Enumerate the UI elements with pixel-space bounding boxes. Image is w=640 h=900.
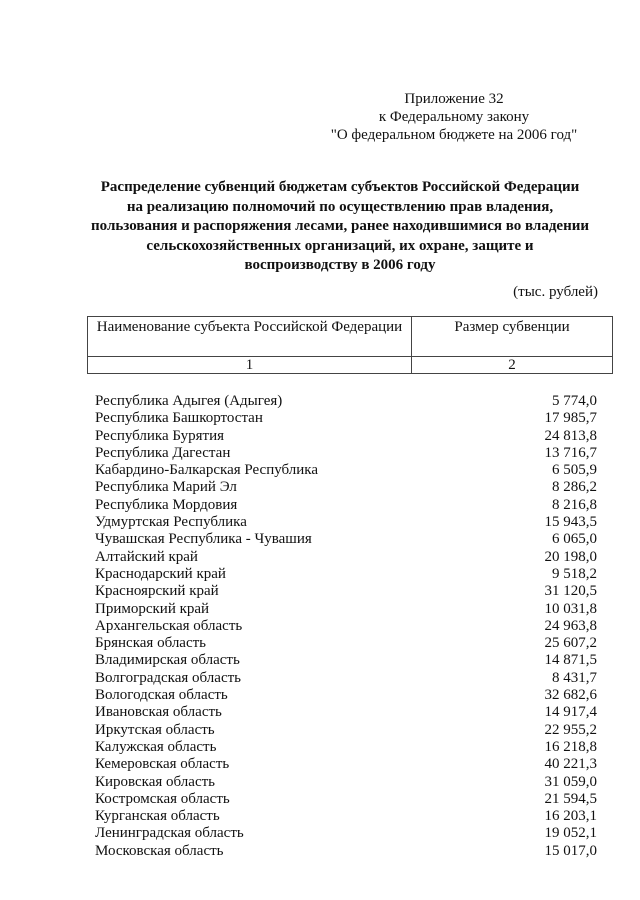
subvention-amount: 15 943,5	[544, 514, 597, 531]
column-number-1: 1	[88, 357, 412, 374]
subvention-amount: 31 059,0	[544, 773, 597, 790]
region-name: Республика Бурятия	[95, 427, 225, 444]
region-name: Кемеровская область	[95, 756, 230, 773]
column-header-name: Наименование субъекта Российской Федерации	[88, 317, 412, 357]
region-name: Иркутская область	[95, 721, 215, 738]
subvention-amount: 14 917,4	[544, 704, 597, 721]
subvention-amount: 22 955,2	[544, 721, 597, 738]
subvention-amount: 25 607,2	[544, 635, 597, 652]
appendix-number: Приложение 32	[404, 91, 504, 107]
table-row	[95, 514, 597, 531]
subvention-amount: 40 221,3	[544, 756, 597, 773]
table-row	[95, 618, 597, 635]
region-name: Кировская область	[95, 773, 216, 790]
region-name: Приморский край	[95, 600, 210, 617]
table-row	[95, 756, 597, 773]
region-name: Владимирская область	[95, 652, 240, 669]
table-row	[95, 808, 597, 825]
table-row	[95, 739, 597, 756]
region-name: Республика Мордовия	[95, 496, 238, 513]
table-row	[95, 497, 597, 514]
region-name: Республика Дагестан	[95, 444, 231, 461]
subvention-amount: 8 216,8	[552, 496, 597, 513]
column-number-2: 2	[412, 357, 613, 374]
appendix-reference	[304, 90, 604, 144]
table-row	[95, 445, 597, 462]
region-name: Ленинградская область	[95, 825, 244, 842]
subvention-amount: 31 120,5	[544, 583, 597, 600]
table-row	[95, 704, 597, 721]
region-name: Вологодская область	[95, 687, 228, 704]
table-body	[95, 393, 597, 860]
subvention-amount: 6 065,0	[552, 531, 597, 548]
region-name: Ивановская область	[95, 704, 222, 721]
region-name: Республика Адыгея (Адыгея)	[95, 393, 283, 409]
table-row	[95, 393, 597, 410]
table-row	[95, 566, 597, 583]
subvention-amount: 6 505,9	[552, 462, 597, 479]
subvention-amount: 15 017,0	[544, 842, 597, 859]
subvention-amount: 32 682,6	[544, 687, 597, 704]
subvention-amount: 19 052,1	[544, 825, 597, 842]
region-name: Костромская область	[95, 790, 230, 807]
column-header-amount: Размер субвенции	[412, 317, 613, 357]
title-line: воспроизводству в 2006 году	[244, 257, 436, 273]
table-row	[95, 670, 597, 687]
table-row	[95, 601, 597, 618]
table-row	[95, 531, 597, 548]
table-row	[95, 410, 597, 427]
table-row	[95, 843, 597, 860]
subvention-amount: 16 218,8	[544, 738, 597, 755]
subvention-amount: 14 871,5	[544, 652, 597, 669]
table-row	[95, 791, 597, 808]
region-name: Волгоградская область	[95, 669, 241, 686]
subvention-amount: 8 286,2	[552, 479, 597, 496]
region-name: Архангельская область	[95, 617, 243, 634]
title-line: пользования и распоряжения лесами, ранее находившимися во владении	[91, 218, 589, 234]
table-row	[95, 583, 597, 600]
subvention-amount: 24 963,8	[544, 617, 597, 634]
region-name: Московская область	[95, 842, 224, 859]
table-header	[87, 316, 613, 374]
appendix-law: к Федеральному закону	[378, 109, 530, 125]
subvention-amount: 17 985,7	[544, 410, 597, 427]
subvention-amount: 21 594,5	[544, 790, 597, 807]
table-row	[95, 774, 597, 791]
table-row	[95, 479, 597, 496]
document-title	[80, 178, 600, 276]
region-name: Республика Марий Эл	[95, 479, 237, 496]
subvention-amount: 13 716,7	[544, 444, 597, 461]
region-name: Курганская область	[95, 808, 220, 825]
table-row	[95, 825, 597, 842]
units-label: (тыс. рублей)	[513, 284, 598, 300]
subvention-amount: 10 031,8	[544, 600, 597, 617]
region-name: Калужская область	[95, 738, 217, 755]
region-name: Удмуртская Республика	[95, 514, 247, 531]
subvention-amount: 5 774,0	[552, 393, 597, 409]
title-line: на реализацию полномочий по осуществлению прав владения,	[126, 198, 554, 215]
region-name: Чувашская Республика - Чувашия	[95, 531, 312, 548]
region-name: Брянская область	[95, 635, 207, 652]
table-row	[95, 687, 597, 704]
region-name: Кабардино-Балкарская Республика	[95, 462, 319, 479]
subvention-amount: 8 431,7	[552, 669, 597, 686]
title-line: Распределение субвенций бюджетам субъектов Российской Федерации	[100, 179, 580, 195]
table-row	[95, 722, 597, 739]
region-name: Алтайский край	[95, 548, 198, 565]
region-name: Республика Башкортостан	[95, 410, 263, 427]
subvention-amount: 16 203,1	[544, 808, 597, 825]
subvention-amount: 9 518,2	[552, 565, 597, 582]
table-row	[95, 549, 597, 566]
table-row	[95, 635, 597, 652]
table-row	[95, 652, 597, 669]
subvention-amount: 24 813,8	[544, 427, 597, 444]
region-name: Красноярский край	[95, 583, 219, 600]
table-row	[95, 462, 597, 479]
appendix-law-title: "О федеральном бюджете на 2006 год"	[330, 127, 578, 143]
subvention-amount: 20 198,0	[544, 548, 597, 565]
title-line: сельскохозяйственных организаций, их охране, защите и	[146, 237, 534, 254]
table-row	[95, 428, 597, 445]
region-name: Краснодарский край	[95, 565, 226, 582]
